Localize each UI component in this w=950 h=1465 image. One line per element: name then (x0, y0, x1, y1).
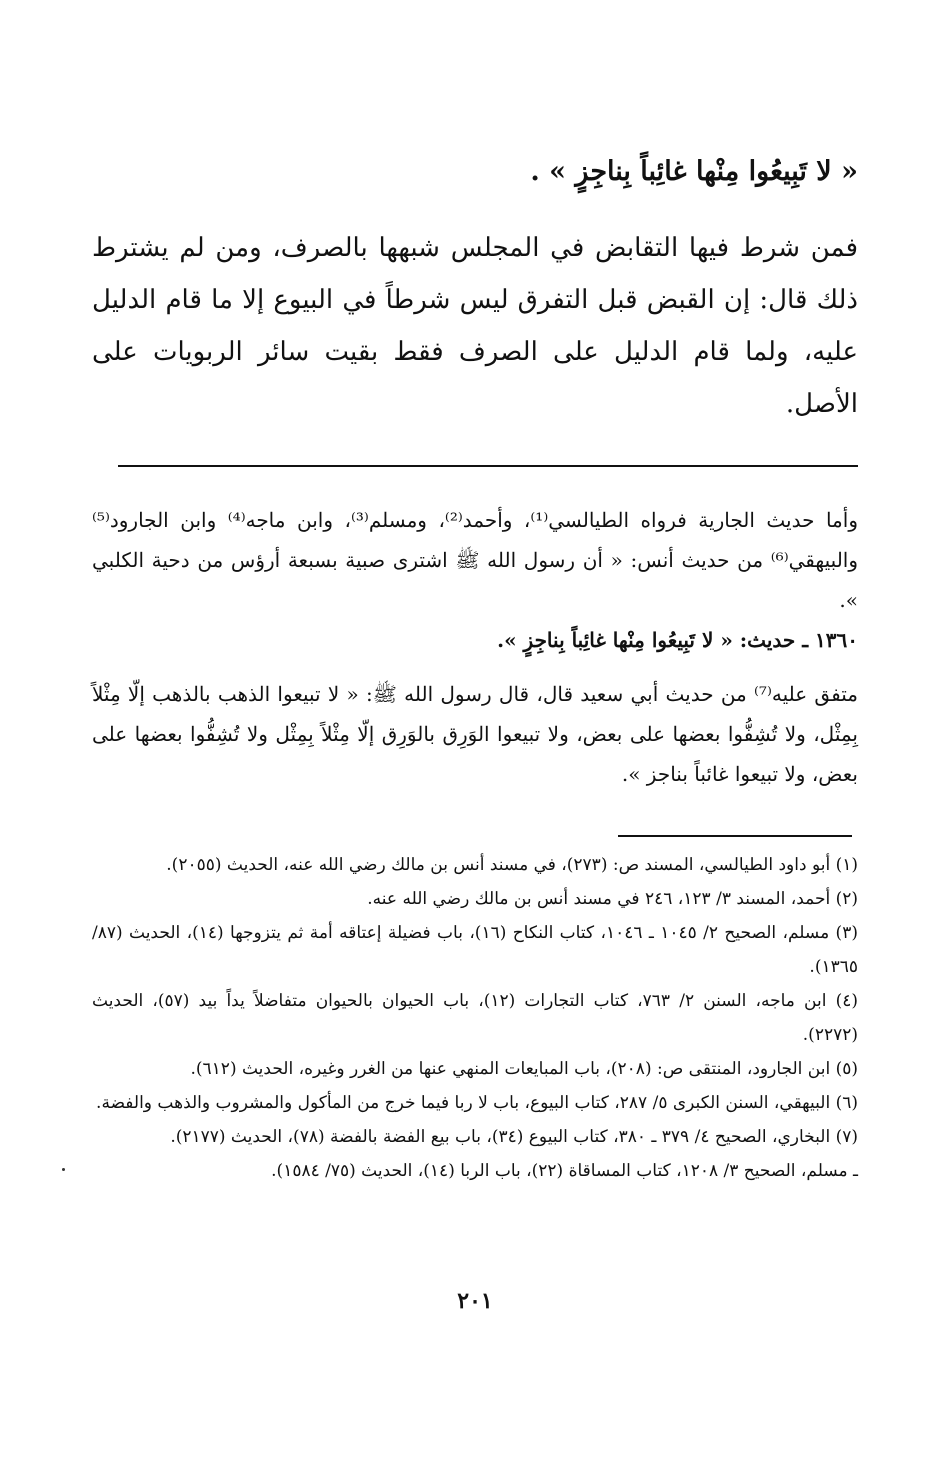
footnotes (92, 848, 858, 1188)
page-number: ٢٠١ (457, 1288, 493, 1314)
footnote-1: (١) أبو داود الطيالسي، المسند ص: (٢٧٣)، في مسند أنس بن مالك رضي الله عنه، الحديث (٢٠٥٥). (166, 855, 858, 875)
footnote-2: (٢) أحمد، المسند ٣/ ١٢٣، ٢٤٦ في مسند أنس بن مالك رضي الله عنه. (367, 889, 858, 909)
commentary-paragraph-2: متفق عليه⁽⁷⁾ من حديث أبي سعيد قال، قال رسول الله ﷺ: « لا تبيعوا الذهب بالذهب إلّا مِثْلاً بِمِثْل، ولا تُشِفُّوا بعضها على بعض، ولا تبيعوا الوَرِق بالوَرِق إلّا مِثْلاً بِمِثْل ولا تُشِفُّوا بعضها على بعض، ولا تبيعوا غائباً بناجز ». (92, 682, 858, 786)
footnote-7-continued: ـ مسلم، الصحيح ٣/ ١٢٠٨، كتاب المساقاة (٢٢)، باب الربا (١٤)، الحديث (٧٥/ ١٥٨٤). (271, 1161, 858, 1181)
hadith-quote-top: « لا تَبِيعُوا مِنْها غائِباً بِناجِزٍ » . (530, 156, 858, 187)
commentary-section (92, 500, 858, 794)
section-divider (118, 465, 858, 467)
scan-speck (62, 1168, 65, 1171)
hadith-heading: ١٣٦٠ ـ حديث: « لا تَبِيعُوا مِنْها غائِباً بِناجِزٍ ». (497, 628, 858, 652)
footnote-4: (٤) ابن ماجه، السنن ٢/ ٧٦٣، كتاب التجارات (١٢)، باب الحيوان بالحيوان متفاضلاً يداً بيد (٥٧)، الحديث (٢٢٧٢). (92, 991, 858, 1045)
main-paragraph-text: فمن شرط فيها التقابض في المجلس شبهها بالصرف، ومن لم يشترط ذلك قال: إن القبض قبل التفرق ليس شرطاً في البيوع إلا ما قام الدليل عليه، ولما قام الدليل على الصرف فقط بقيت سائر الربويات على الأصل. (92, 233, 858, 419)
footnote-3: (٣) مسلم، الصحيح ٢/ ١٠٤٥ ـ ١٠٤٦، كتاب النكاح (١٦)، باب فضيلة إعتاقه أمة ثم يتزوجها (١٤)، الحديث (٨٧/ ١٣٦٥). (92, 923, 858, 977)
footnote-divider (618, 835, 852, 837)
commentary-paragraph-1: وأما حديث الجارية فرواه الطيالسي⁽¹⁾، وأحمد⁽²⁾، ومسلم⁽³⁾، وابن ماجه⁽⁴⁾ وابن الجارود⁽⁵⁾ والبيهقي⁽⁶⁾ من حديث أنس: « أن رسول الله ﷺ اشترى صبية بسبعة أرؤس من دحية الكلبي ». (92, 508, 858, 612)
main-paragraph (92, 222, 858, 430)
footnote-7: (٧) البخاري، الصحيح ٤/ ٣٧٩ ـ ٣٨٠، كتاب البيوع (٣٤)، باب بيع الفضة بالفضة (٧٨)، الحديث (٢١٧٧). (170, 1127, 858, 1147)
footnote-6: (٦) البيهقي، السنن الكبرى ٥/ ٢٨٧، كتاب البيوع، باب لا ربا فيما خرج من المأكول والمشروب والذهب والفضة. (96, 1093, 858, 1113)
footnote-5: (٥) ابن الجارود، المنتقى ص: (٢٠٨)، باب المبايعات المنهي عنها من الغرر وغيره، الحديث (٦١٢). (190, 1059, 858, 1079)
